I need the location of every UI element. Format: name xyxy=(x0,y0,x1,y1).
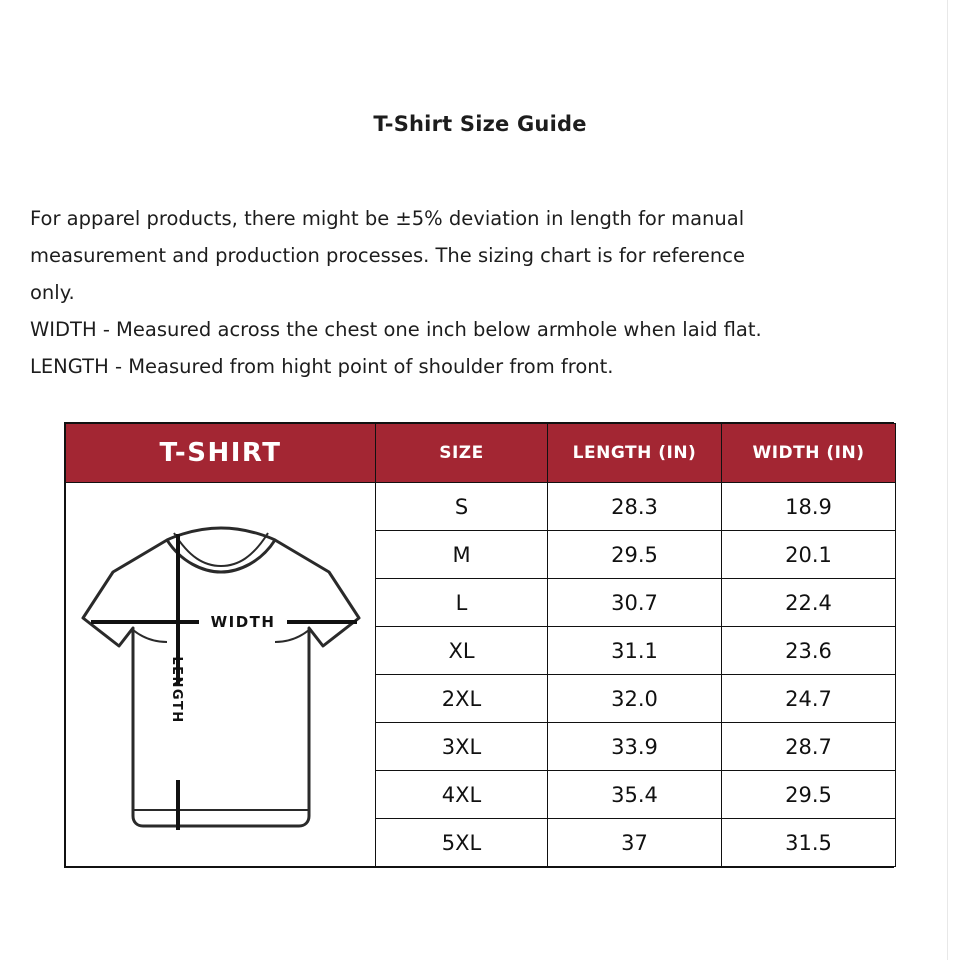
page-title: T-Shirt Size Guide xyxy=(373,112,587,136)
cell-length: 31.1 xyxy=(548,627,722,675)
header-width: WIDTH (IN) xyxy=(722,424,896,483)
cell-width: 29.5 xyxy=(722,771,896,819)
cell-width: 18.9 xyxy=(722,483,896,531)
intro-line-1: For apparel products, there might be ±5% deviation in length for manual xyxy=(30,207,745,230)
cell-size: M xyxy=(376,531,548,579)
intro-line-5: LENGTH - Measured from hight point of shoulder from front. xyxy=(30,355,614,378)
cell-width: 23.6 xyxy=(722,627,896,675)
intro-line-2: measurement and production processes. The sizing chart is for reference xyxy=(30,244,745,267)
cell-size: S xyxy=(376,483,548,531)
cell-width: 31.5 xyxy=(722,819,896,867)
cell-width: 22.4 xyxy=(722,579,896,627)
page-edge-divider xyxy=(947,0,948,960)
cell-length: 33.9 xyxy=(548,723,722,771)
cell-width: 24.7 xyxy=(722,675,896,723)
size-chart xyxy=(64,422,894,868)
size-table xyxy=(65,423,896,867)
cell-length: 28.3 xyxy=(548,483,722,531)
table-header-row xyxy=(66,424,896,483)
intro-line-4: WIDTH - Measured across the chest one inch below armhole when laid flat. xyxy=(30,318,762,341)
cell-width: 28.7 xyxy=(722,723,896,771)
tshirt-icon xyxy=(71,500,371,850)
intro-line-3: only. xyxy=(30,281,75,304)
header-length: LENGTH (IN) xyxy=(548,424,722,483)
tshirt-diagram-cell xyxy=(66,483,376,867)
cell-length: 30.7 xyxy=(548,579,722,627)
cell-size: 3XL xyxy=(376,723,548,771)
cell-size: L xyxy=(376,579,548,627)
cell-width: 20.1 xyxy=(722,531,896,579)
length-label: LENGTH xyxy=(168,655,184,724)
tshirt-diagram xyxy=(71,500,371,850)
cell-size: 2XL xyxy=(376,675,548,723)
cell-length: 35.4 xyxy=(548,771,722,819)
width-label: WIDTH xyxy=(210,612,275,631)
cell-length: 32.0 xyxy=(548,675,722,723)
cell-length: 37 xyxy=(548,819,722,867)
cell-size: 5XL xyxy=(376,819,548,867)
cell-size: 4XL xyxy=(376,771,548,819)
cell-length: 29.5 xyxy=(548,531,722,579)
header-size: SIZE xyxy=(376,424,548,483)
intro-text xyxy=(30,200,920,385)
table-row xyxy=(66,483,896,531)
cell-size: XL xyxy=(376,627,548,675)
header-brand: T-SHIRT xyxy=(66,424,376,483)
